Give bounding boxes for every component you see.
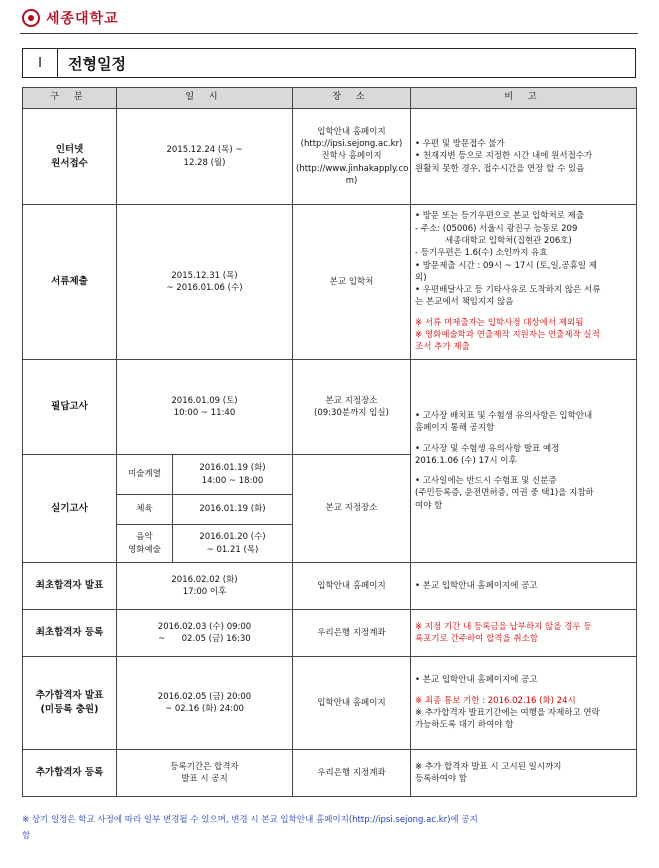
category-cell: 추가합격자 등록 [23,750,117,797]
section-title: 전형일정 [68,54,126,73]
table-header-row [23,88,637,109]
table-row [23,109,637,205]
place-cell: 입학안내 홈페이지 [293,563,411,610]
date-cell: 2016.02.02 (화) 17:00 이후 [117,563,293,610]
place-cell: 입학안내 홈페이지 (http://ipsi.sejong.ac.kr) 진학사 홈페이지 (http://www.jinhakapply.co m) [293,109,411,205]
table-row [23,657,637,750]
place-cell: 우리은행 지정계좌 [293,610,411,657]
place-cell: 본교 지정장소 (09:30분까지 입실) [293,360,411,455]
date-cell: 2015.12.31 (목) ~ 2016.01.06 (수) [117,205,293,360]
remarks-cell: • 본교 입학안내 홈페이지에 공고 ※ 최종 통보 기한 : 2016.02.16 (화) 24시 ※ 추가합격자 발표기간에는 여행을 자제하고 연락 가능하도록 대기 하여야 함 [411,657,637,750]
category-cell: 서류제출 [23,205,117,360]
place-cell: 본교 지정장소 [293,455,411,563]
place-cell: 우리은행 지정계좌 [293,750,411,797]
header-category: 구 분 [23,88,117,109]
date-cell: 2016.01.19 (화) [173,495,293,525]
table-row [23,750,637,797]
subcategory-cell: 미술계열 [117,455,173,495]
category-cell: 필답고사 [23,360,117,455]
remarks-cell: ※ 지정 기간 내 등록금을 납부하지 않을 경우 등 록포기로 간주하여 합격을 취소함 [411,610,637,657]
category-cell: 추가합격자 발표 (미등록 충원) [23,657,117,750]
date-cell: 등록기간은 합격자 발표 시 공지 [117,750,293,797]
header-date: 일 시 [117,88,293,109]
university-name: 세종대학교 [46,11,119,27]
remarks-cell: • 본교 입학안내 홈페이지에 공고 [411,563,637,610]
section-number: Ⅰ [23,49,58,77]
header-place: 장 소 [293,88,411,109]
header-remarks: 비 고 [411,88,637,109]
remarks-cell: ※ 추가 합격자 발표 시 고시된 일시까지 등록하여야 함 [411,750,637,797]
schedule-table [22,87,637,797]
category-cell: 최초합격자 발표 [23,563,117,610]
subcategory-cell: 체육 [117,495,173,525]
date-cell: 2016.01.09 (토) 10:00 ~ 11:40 [117,360,293,455]
date-cell: 2016.02.03 (수) 09:00 ~ 02.05 (금) 16:30 [117,610,293,657]
date-cell: 2016.01.19 (화) 14:00 ~ 18:00 [173,455,293,495]
table-row [23,610,637,657]
university-logo [22,8,119,28]
date-cell: 2015.12.24 (목) ~ 12.28 (월) [117,109,293,205]
category-cell: 실기고사 [23,455,117,563]
category-cell: 최초합격자 등록 [23,610,117,657]
table-row [23,360,637,455]
footer-note: ※ 상기 일정은 학교 사정에 따라 일부 변경될 수 있으며, 변경 시 본교 입학안내 홈페이지(http://ipsi.sejong.ac.kr)에 공지 함 [22,815,478,842]
university-seal-icon [22,9,40,27]
place-cell: 입학안내 홈페이지 [293,657,411,750]
header-rule [20,33,638,34]
table-row [23,205,637,360]
remarks-cell: • 우편 및 방문접수 불가 • 천재지변 등으로 지정한 시간 내에 원서접수가 원활치 못한 경우, 접수시간을 연장 할 수 있음 [411,109,637,205]
place-cell: 본교 입학처 [293,205,411,360]
subcategory-cell: 음악 영화예술 [117,525,173,563]
date-cell: 2016.01.20 (수) ~ 01.21 (목) [173,525,293,563]
date-cell: 2016.02.05 (금) 20:00 ~ 02.16 (화) 24:00 [117,657,293,750]
category-cell: 인터넷 원서접수 [23,109,117,205]
remarks-cell: • 고사장 배치표 및 수험생 유의사항은 입학안내 홈페이지 통해 공지함 • 고사장 및 수험생 유의사항 발표 예정 2016.1.06 (수) 17시 이후 • 고사일에는 반드시 수험표 및 신분증 (주민등록증, 운전면허증, 여권 중 택1)을 지참하 여야 함 [411,360,637,563]
section-header [22,48,636,78]
table-row [23,563,637,610]
remarks-cell: • 방문 또는 등기우편으로 본교 입학처로 제출 - 주소: (05006) 서울시 광진구 능동로 209 세종대학교 입학처(집현관 206호) - 등기우편은 1.6(수) 소인까지 유효 • 방문제출 시간 : 09시 ~ 17시 (토,일,공휴일 제 외) • 우편배달사고 등 기타사유로 도착하지 않은 서류 는 본교에서 책임지지 않음 ※ 서류 미제출자는 입학사정 대상에서 제외됨 ※ 영화예술학과 연출제작 지원자는 연출제작 실적 조서 추가 제출 [411,205,637,360]
